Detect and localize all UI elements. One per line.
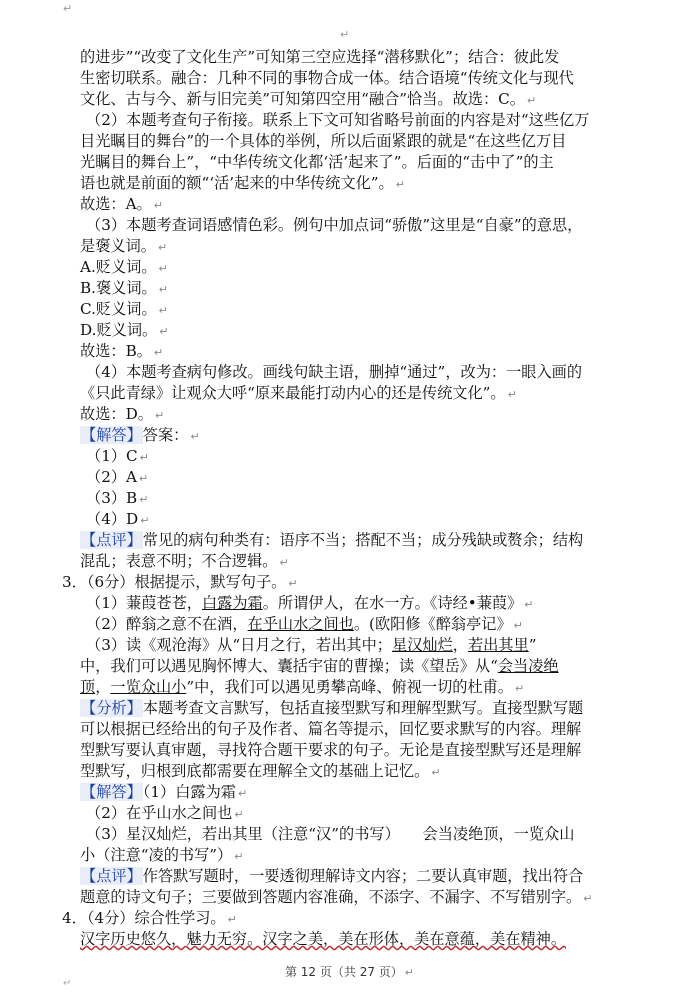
answer-tag: 【解答】 — [81, 426, 142, 444]
question-line: （2）醉翁之意不在酒，在乎山水之间也。(欧阳修《醉翁亭记》 ↵ — [86, 615, 523, 633]
text-line: 语也就是前面的额“‘活’起来的中华传统文化”。 ↵ — [80, 174, 405, 192]
analysis-tag: 【分析】 — [81, 699, 142, 717]
text-line: 光瞩目的舞台上”，“中华传统文化都‘活’起来了”。后面的“击中了”的主 — [80, 153, 554, 171]
answer-blank: 星汉灿烂 — [392, 636, 453, 654]
answer-item: （3）B ↵ — [86, 489, 149, 507]
text-line: 是褒义词。 ↵ — [80, 237, 168, 255]
text-line: 《只此青绿》让观众大呼“原来最能打动内心的还是传统文化”。 ↵ — [80, 384, 517, 402]
text-line: 生密切联系。融合：几种不同的事物合成一体。结合语境“传统文化与现代 — [80, 69, 574, 87]
text-line: C.贬义词。 ↵ — [80, 300, 168, 318]
answer-line: （3）星汉灿烂，若出其里（注意“汉”的书写） 会当凌绝顶，一览众山 — [86, 825, 575, 843]
text-line: （4）本题考查病句修改。画线句缺主语，删掉“通过”，改为：一眼入画的 — [86, 363, 583, 381]
answer-item: （4）D ↵ — [86, 510, 150, 528]
answer-line: 【解答】答案： ↵ — [81, 426, 200, 444]
question-line: （3）读《观沧海》从“日月之行，若出其中；星汉灿烂，若出其里” — [86, 636, 537, 654]
analysis-line: 【分析】本题考查文言默写，包括直接型默写和理解型默写。直接型默写题 — [81, 699, 584, 717]
answer-line: 小（注意“凌的书写”） ↵ — [80, 846, 244, 864]
text-line: 故选：B。 ↵ — [80, 342, 164, 360]
analysis-line: 型默写要认真审题，寻找符合题干要求的句子。无论是直接型默写还是理解 — [80, 741, 582, 759]
question-title: 4．（4分）综合性学习。 ↵ — [62, 909, 237, 927]
answer-blank: 在乎山水之间也 — [247, 615, 354, 633]
answer-line: （2）在乎山水之间也 ↵ — [86, 804, 244, 822]
question-line: 顶，一览众山小”中，我们可以遇见勇攀高峰、俯视一切的杜甫。 ↵ — [80, 678, 525, 696]
question-line: 中，我们可以遇见胸怀博大、囊括宇宙的曹操；读《望岳》从“会当凌绝 — [80, 657, 559, 675]
page-footer: 第 12 页（共 27 页） ↵ — [284, 965, 415, 979]
text-line: 文化、古与今、新与旧完美”可知第四空用“融合”恰当。故选：C。 ↵ — [80, 90, 537, 108]
question-line: （1）蒹葭苍苍，白露为霜。所谓伊人，在水一方。《诗经•蒹葭》 ↵ — [86, 594, 534, 612]
answer-item: （1）C ↵ — [86, 447, 149, 465]
comment-tag: 【点评】 — [81, 531, 142, 549]
text-line: 的进步”“改变了文化生产”可知第三空应选择“潜移默化”；结合：彼此发 — [80, 48, 560, 66]
text-line: 故选：A。 ↵ — [80, 195, 163, 213]
answer-blank: 白露为霜 — [201, 594, 263, 612]
paragraph-mark: ↵ — [63, 978, 72, 989]
answer-blank: 会当凌绝 — [497, 657, 559, 675]
analysis-line: 型默写，归根到底都需要在理解全文的基础上记忆。 ↵ — [80, 762, 441, 780]
text-line: D.贬义词。 ↵ — [80, 321, 169, 339]
answer-blank: 若出其里 — [467, 636, 529, 654]
text-line: 目光瞩目的舞台”的一个具体的举例，所以后面紧跟的就是“在这些亿万目 — [80, 132, 567, 150]
answer-line: 【解答】（1）白露为霜 ↵ — [81, 783, 248, 801]
text-line: B.褒义词。 ↵ — [80, 279, 168, 297]
question-line: 汉字历史悠久，魅力无穷。汉字之美，美在形体，美在意蕴，美在精神。 — [80, 930, 566, 948]
answer-blank: 一览众山小 — [110, 678, 187, 696]
comment-line: 【点评】常见的病句种类有：语序不当；搭配不当；成分残缺或赘余；结构 — [81, 531, 584, 549]
answer-tag: 【解答】 — [81, 783, 142, 801]
comment-tag: 【点评】 — [81, 867, 142, 885]
comment-line: 【点评】作答默写题时，一要透彻理解诗文内容；二要认真审题，找出符合 — [81, 867, 584, 885]
comment-line: 题意的诗文句子；三要做到答题内容准确，不添字、不漏字、不写错别字。 ↵ — [80, 888, 593, 906]
text-line: （2）本题考查句子衔接。联系上下文可知省略号前面的内容是对“这些亿万 — [86, 111, 590, 129]
text-line: 故选：D。 ↵ — [80, 405, 165, 423]
comment-line: 混乱；表意不明；不合逻辑。 ↵ — [80, 552, 289, 570]
analysis-line: 可以根据已经给出的句子及作者、篇名等提示，回忆要求默写的内容。理解 — [80, 720, 582, 738]
text-line: （3）本题考查词语感情色彩。例句中加点词“骄傲”这里是“自豪”的意思， — [86, 216, 583, 234]
paragraph-mark: ↵ — [63, 2, 73, 15]
answer-blank: 顶 — [80, 678, 96, 696]
question-title: 3．（6分）根据提示，默写句子。 ↵ — [62, 573, 298, 591]
paragraph-mark: ↵ — [340, 28, 350, 41]
answer-item: （2）A ↵ — [86, 468, 149, 486]
text-line: A.贬义词。 ↵ — [80, 258, 168, 276]
